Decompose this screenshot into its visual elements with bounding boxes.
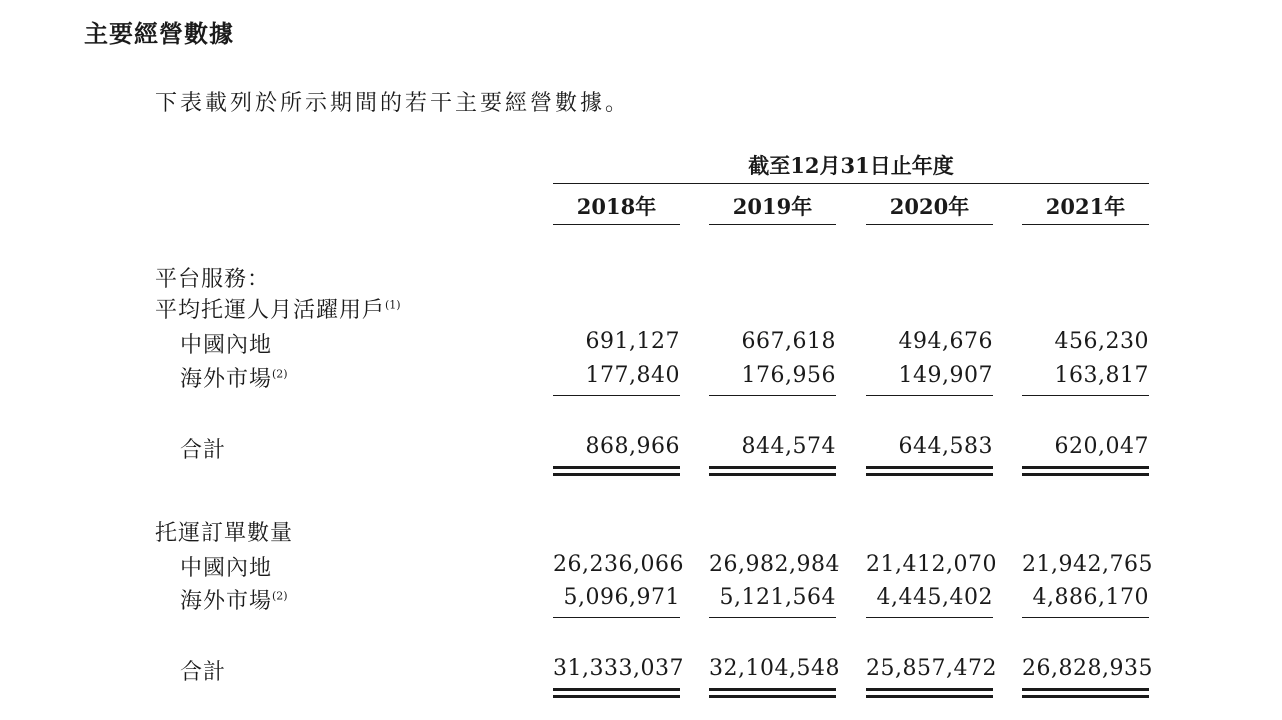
year-header-2021: 2021年	[1045, 194, 1126, 219]
year-underline-2021	[1022, 224, 1149, 225]
period-header-rule	[553, 183, 1149, 184]
orders-total-2018: 31,333,037	[553, 656, 684, 681]
orders-total-double-rule-top-2020	[866, 688, 993, 691]
orders-total-double-rule-bottom-2020	[866, 695, 993, 698]
orders-overseas-2018: 5,096,971	[563, 585, 680, 610]
orders-total-label: 合計	[180, 660, 227, 685]
mau-subtotal-rule-2019	[709, 395, 836, 396]
mau-total-double-rule-top-2019	[709, 466, 836, 469]
mau-mainland-2019: 667,618	[741, 329, 836, 354]
mau-overseas-label	[180, 362, 288, 393]
orders-total-2021: 26,828,935	[1022, 656, 1153, 681]
orders-subtotal-rule-2018	[553, 617, 680, 618]
year-header-2019: 2019年	[732, 194, 813, 219]
section-platform-label: 平台服務：	[155, 267, 271, 292]
mau-subtotal-rule-2018	[553, 395, 680, 396]
mau-subtotal-rule-2020	[866, 395, 993, 396]
mau-mainland-label: 中國內地	[180, 333, 273, 358]
mau-label	[155, 293, 401, 324]
orders-total-double-rule-top-2018	[553, 688, 680, 691]
orders-total-double-rule-bottom-2018	[553, 695, 680, 698]
orders-overseas-2020: 4,445,402	[876, 585, 993, 610]
mau-overseas-footnote-marker: (2)	[272, 367, 288, 381]
mau-mainland-2020: 494,676	[898, 329, 993, 354]
year-header-2020: 2020年	[889, 194, 970, 219]
orders-mainland-2020: 21,412,070	[866, 552, 997, 577]
orders-overseas-footnote-marker: (2)	[272, 589, 288, 603]
orders-mainland-2019: 26,982,984	[709, 552, 840, 577]
mau-total-double-rule-bottom-2021	[1022, 473, 1149, 476]
mau-footnote-marker: (1)	[385, 298, 401, 312]
orders-total-double-rule-bottom-2021	[1022, 695, 1149, 698]
orders-total-double-rule-top-2021	[1022, 688, 1149, 691]
mau-mainland-2021: 456,230	[1054, 329, 1149, 354]
orders-subtotal-rule-2019	[709, 617, 836, 618]
orders-total-double-rule-bottom-2019	[709, 695, 836, 698]
orders-label: 托運訂單數量	[155, 521, 294, 546]
mau-subtotal-rule-2021	[1022, 395, 1149, 396]
orders-subtotal-rule-2020	[866, 617, 993, 618]
orders-overseas-label	[180, 584, 288, 615]
orders-overseas-2021: 4,886,170	[1032, 585, 1149, 610]
year-underline-2018	[553, 224, 680, 225]
orders-mainland-label: 中國內地	[180, 556, 273, 581]
orders-overseas-2019: 5,121,564	[719, 585, 836, 610]
mau-mainland-2018: 691,127	[585, 329, 680, 354]
orders-total-double-rule-top-2019	[709, 688, 836, 691]
orders-total-2019: 32,104,548	[709, 656, 840, 681]
intro-paragraph: 下表載列於所示期間的若干主要經營數據。	[155, 91, 631, 116]
orders-subtotal-rule-2021	[1022, 617, 1149, 618]
year-underline-2019	[709, 224, 836, 225]
mau-overseas-label-text: 海外市場	[180, 367, 273, 392]
mau-overseas-2019: 176,956	[741, 363, 836, 388]
mau-total-2018: 868,966	[585, 434, 680, 459]
mau-label-text: 平均托運人月活躍用戶	[155, 298, 386, 323]
mau-total-2020: 644,583	[898, 434, 993, 459]
section-heading: 主要經營數據	[84, 20, 234, 48]
period-header: 截至12月31日止年度	[748, 153, 954, 178]
year-underline-2020	[866, 224, 993, 225]
mau-total-2021: 620,047	[1054, 434, 1149, 459]
year-header-2018: 2018年	[576, 194, 657, 219]
mau-total-double-rule-bottom-2018	[553, 473, 680, 476]
orders-total-2020: 25,857,472	[866, 656, 997, 681]
mau-total-double-rule-top-2018	[553, 466, 680, 469]
mau-total-double-rule-bottom-2019	[709, 473, 836, 476]
mau-total-double-rule-top-2021	[1022, 466, 1149, 469]
mau-total-double-rule-top-2020	[866, 466, 993, 469]
mau-overseas-2021: 163,817	[1054, 363, 1149, 388]
mau-overseas-2018: 177,840	[585, 363, 680, 388]
mau-total-double-rule-bottom-2020	[866, 473, 993, 476]
mau-overseas-2020: 149,907	[898, 363, 993, 388]
orders-overseas-label-text: 海外市場	[180, 589, 273, 614]
mau-total-2019: 844,574	[741, 434, 836, 459]
orders-mainland-2018: 26,236,066	[553, 552, 684, 577]
mau-total-label: 合計	[180, 438, 227, 463]
orders-mainland-2021: 21,942,765	[1022, 552, 1153, 577]
